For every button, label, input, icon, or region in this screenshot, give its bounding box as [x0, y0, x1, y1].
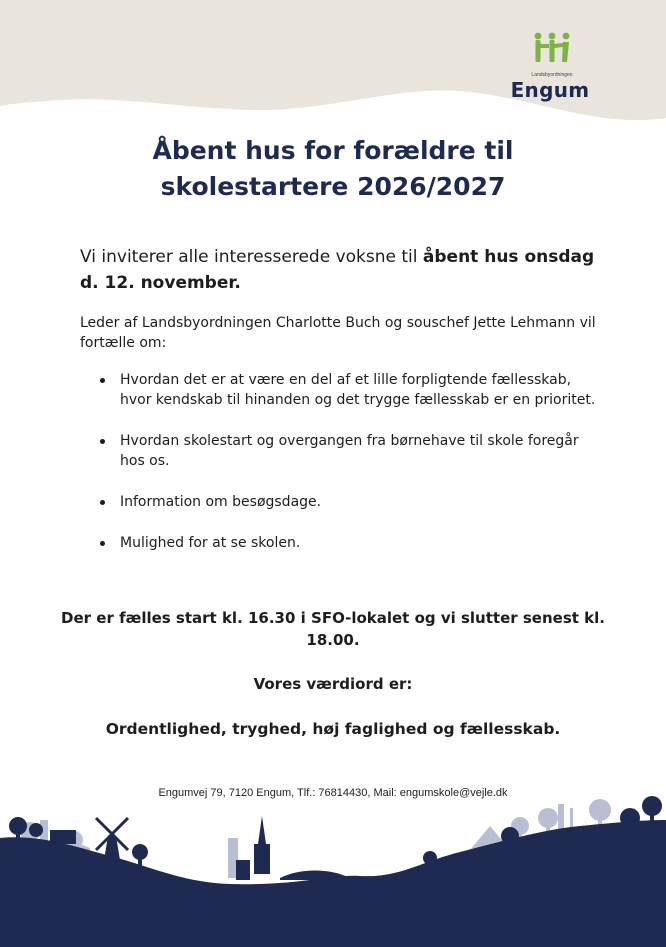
contact-info: Engumvej 79, 7120 Engum, Tlf.: 76814430, Mail: engumskole@vejle.dk — [158, 787, 508, 799]
list-item-text: Hvordan skolestart og overgangen fra børnehave til skole foregår hos os. — [120, 433, 579, 469]
invitation-text — [80, 244, 600, 296]
list-item — [100, 370, 600, 410]
values-text: Ordentlighed, tryghed, høj faglighed og fællesskab. — [105, 720, 561, 738]
school-logo — [510, 30, 590, 100]
list-item — [100, 533, 600, 553]
title-line-1: Åbent hus for forældre til — [152, 136, 514, 165]
bullet-icon — [100, 439, 105, 444]
bullet-icon — [100, 378, 105, 383]
bullet-icon — [100, 500, 105, 505]
list-item-text: Information om besøgsdage. — [120, 494, 322, 510]
title-line-2: skolestartere 2026/2027 — [160, 172, 506, 201]
start-info: Der er fælles start kl. 16.30 i SFO-lokalet og vi slutter senest kl. 18.00. — [61, 609, 605, 649]
topic-list — [100, 370, 600, 574]
bullet-icon — [100, 541, 105, 546]
invitation-date: åbent hus onsdag d. 12. november. — [80, 247, 595, 293]
village-skyline-illustration — [0, 790, 666, 947]
values-heading: Vores værdiord er: — [253, 675, 413, 693]
list-item-text: Hvordan det er at være en del af et lille forpligtende fællesskab, hvor kendskab til hinanden og det trygge fællesskab er en prioritet. — [120, 372, 596, 408]
list-item — [100, 492, 600, 512]
logo-subtitle: Landsbyordningen — [531, 72, 573, 78]
list-item-text: Mulighed for at se skolen. — [120, 535, 301, 551]
logo-figures-icon — [530, 30, 574, 66]
logo-name: Engum — [510, 78, 590, 102]
list-item — [100, 431, 600, 471]
invitation-lead: Vi inviterer alle interesserede voksne til — [80, 247, 423, 267]
page-title — [40, 133, 626, 205]
speakers-intro: Leder af Landsbyordningen Charlotte Buch og souschef Jette Lehmann vil fortælle om: — [80, 315, 596, 351]
